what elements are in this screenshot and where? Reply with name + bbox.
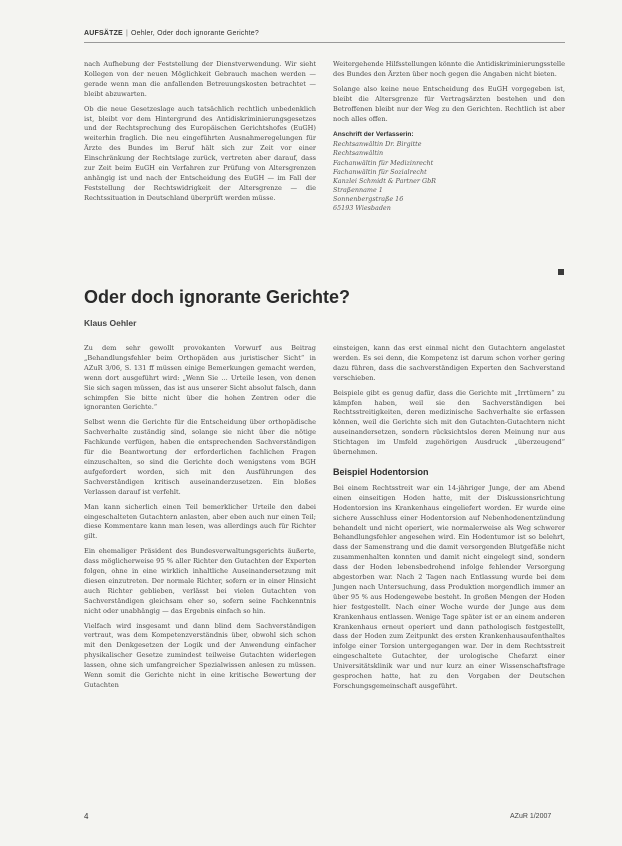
main-left-column — [84, 344, 316, 696]
section-subheading: Beispiel Hodentorsion — [333, 466, 429, 477]
main-right-column — [333, 344, 565, 697]
paragraph: Zu dem sehr gewollt provokanten Vorwurf aus Beitrag „Behandlungsfehler beim Orthopäden aus juristischer Sicht“ in AZuR 3/06, S. 131 ff müssen einige Bemerkungen gemacht werden, wenn dort ausgeführt wird: „Wenn Sie ... Urteile lesen, von denen Sie sich sagen müssen, das ist aus unserer Sicht absolut falsch, dann schimpfen Sie bitte nicht über die hohen Zentren oder die ignoranten Gerichte.“ — [84, 344, 316, 412]
header-running-title: Oehler, Oder doch ignorante Gerichte? — [130, 30, 259, 37]
address-line: Rechtsanwältin — [333, 149, 384, 158]
top-left-column — [84, 60, 316, 209]
page-number: 4 — [84, 812, 89, 821]
paragraph: Weitergehende Hilfsstellungen könnte die Antidiskriminierungsstelle des Bundes den Ärzten über noch gegen die Angaben nicht bieten. — [333, 60, 565, 78]
paragraph: einsteigen, kann das erst einmal nicht den Gutachtern angelastet werden. Es sei denn, die Kompetenz ist darum schon vorher gering dazu führen, dass die sachverständigen Experten den Sachverstand verschieben. — [333, 344, 565, 382]
address-line: Rechtsanwältin Dr. Birgitte — [333, 140, 422, 149]
running-header — [84, 30, 564, 37]
header-separator: | — [125, 30, 128, 37]
article-author: Klaus Oehler — [84, 318, 137, 328]
address-line: 65193 Wiesbaden — [333, 204, 391, 212]
address-line: Straßenname 1 — [333, 185, 383, 194]
paragraph: Ein ehemaliger Präsident des Bundesverwaltungsgerichts äußerte, dass möglicherweise 95 % aller Richter den Gutachten der Experten folgen, ohne in eine wirklich inhaltliche Auseinandersetzung mit diesen einzutreten. Der normale Richter, sofern er in einer Hinsicht auch Richter geblieben, verlässt bei vielen Gutachten von Sachverständigen gleichsam eher so, sofern seine Fachkenntnis nicht oder unabhängig — das Ergebnis einfach so hin. — [84, 547, 316, 615]
address-line: Kanzlei Schmidt & Partner GbR — [333, 176, 436, 185]
address-line: Fachanwältin für Medizinrecht — [333, 158, 434, 167]
address-line: Sonnenbergstraße 16 — [333, 194, 404, 203]
address-heading: Anschrift der Verfasserin: — [333, 131, 414, 139]
top-right-column — [333, 60, 565, 213]
paragraph: Selbst wenn die Gerichte für die Entscheidung über orthopädische Sachverhalte zuständig sind, solange sie nicht über die nötige Fachkunde verfügen, haben die entsprechenden Sachverständigen für die Beantwortung der erforderlichen fachlichen Fragen einzuschalten, so sind die Gerichte doch wenigstens vom BGH aufgefordert worden, sich mit den Ausführungen des Sachverständigen kritisch auseinanderzusetzen. Ein bloßes Verlassen darauf ist verfehlt. — [84, 418, 316, 496]
address-line: Fachanwältin für Sozialrecht — [333, 167, 427, 176]
paragraph: nach Aufhebung der Feststellung der Dienstverwendung. Wir sieht Kollegen von der neuen Möglichkeit Gebrauch machen werden — gerade wenn man die anfallenden Betreuungskosten betrachtet — bleibt abzuwarten. — [84, 60, 316, 98]
paragraph: Beispiele gibt es genug dafür, dass die Gerichte mit „Irrtümern“ zu kämpfen haben, weil sie den Sachverständigen bei Rechtsstreitigkeiten, deren medizinische Sachverhalte sie erfassen können, weil die Gerichte sich mit den Gutachten-Gutachtern nicht auseinandersetzen, sondern rücksichtslos deren Meinung nur aus Stichtagen im Umfeld zugehörigen Ausdruck „überzeugend“ übernehmen. — [333, 388, 565, 457]
paragraph: Ob die neue Gesetzeslage auch tatsächlich rechtlich unbedenklich ist, bleibt vor dem Hintergrund des Antidiskriminierungsgesetzes und der Rechtsprechung des Europäischen Gerichtshofes (EuGH) weiterhin fraglich. Die neu eingeführten Ausnahmeregelungen für Ärzte des Bundes im Beruf hält sich zur Zeit vor einer Einschränkung der Rechtslage zurück, vertreten aber darauf, dass zur Zeit beim EuGH ein Verfahren zur Prüfung von Altersgrenzen anhängig ist und nach der Entscheidung des EuGH — im Fall der Feststellung der Rechtswidrigkeit der Altersgrenze — die Rechtssituation in Deutschland überprüft werden müsse. — [84, 104, 316, 202]
end-of-article-mark — [558, 269, 564, 275]
journal-issue: AZuR 1/2007 — [510, 813, 552, 820]
paragraph: Man kann sicherlich einen Teil bemerklicher Urteile den dabei eingeschalteten Gutachtern anlasten, aber eben auch nur einen Teil; diese Kommentare kann man lesen, was allerdings auch für Richter gilt. — [84, 502, 316, 541]
article-title: Oder doch ignorante Gerichte? — [84, 287, 351, 307]
header-section: AUFSÄTZE — [84, 30, 123, 37]
header-rule — [84, 42, 565, 43]
paragraph: Solange also keine neue Entscheidung des EuGH vorgegeben ist, bleibt die Altersgrenze für Vertragsärzten bestehen und den Betroffenen bleibt nur der Weg zu den Gerichten. Rechtlich ist aber noch alles offen. — [333, 84, 565, 123]
paragraph: Vielfach wird insgesamt und dann blind dem Sachverständigen vertraut, was dem Kompetenzverständnis über, obwohl sich schon mit den Denkgesetzen der Logik und der Anwendung einfacher physikalischer Gesetze zumindest teilweise Gutachten widerlegen lassen, ohne sich umfangreicher Spezialwissen anlesen zu müssen. Wenn somit die Gerichte nicht in eine kritische Bewertung der Gutachten — [84, 621, 316, 689]
paragraph: Bei einem Rechtsstreit war ein 14-jähriger Junge, der am Abend einen einseitigen Hoden hatte, mit der Diskussionsrichtung Hodentorsion ins Krankenhaus eingeliefert worden. Er wurde eine sichere Ausschluss einer Hodentorsion auf Nebenhodenentzündung behandelt und nicht operiert, wie normalerweise als Weg schwerer Behandlungsfehler angesehen wird. Ein Hodentumor ist so belehrt, dass der Samenstrang und die damit versorgenden Blutgefäße nicht zusammenhalten konnten und damit nicht eingelegt sind, sondern dass der Hoden lebensbedrohend infolge fehlender Versorgung abgestorben war. Nach 2 Tagen nach Entlassung wurde bei dem Jungen nach Untersuchung, dass Produktion morgendlich immer an über 95 % aus Hodengewebe besteht. In großen Mengen der Hoden hier festgestellt. Nach einer Woche wurde der Junge aus dem Krankenhaus entlassen. Wenige Tage später ist er an einem anderen Krankenhaus erneut operiert und dann pathologisch festgestellt, dass der Hoden zum Zeitpunkt des ersten Krankenhausaufenthaltes infolge einer Torsion untergegangen war. Der in dem Rechtsstreit eingeschaltete Gutachter, der urologische Chefarzt einer Universitätsklinik war und nur kurz an einer Wissenschaftsfrage gesprochen hatte, hat zu den Vorgaben der Deutschen Forschungsgemeinschaft ausgeführt. — [333, 483, 565, 690]
